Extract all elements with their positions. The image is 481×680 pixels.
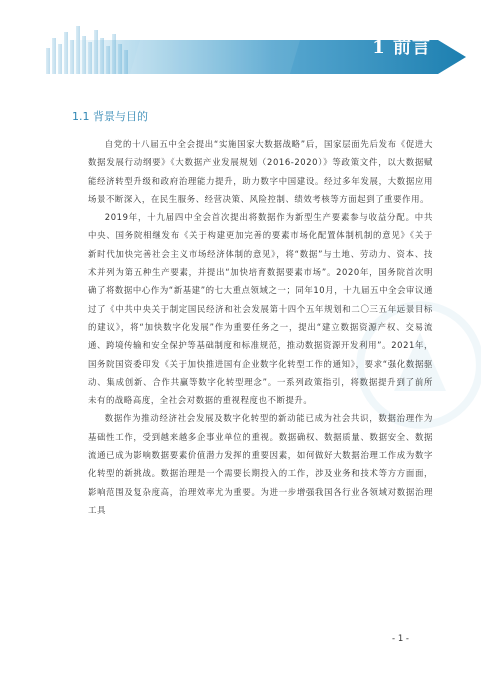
paragraph-2: 2019年，十九届四中全会首次提出将数据作为新型生产要素参与收益分配。中共中央、国务院相继发布《关于构建更加完善的要素市场化配置体制机制的意见》《关于新时代加快完善社会主义市场经济体制的意见》，将“数据”与土地、劳动力、资本、技术并列为第五种生产要素，并提出“加快培育数据要素市场”。2020年，国务院首次明确了将数据中心作为“新基建”的七大重点领域之一；同年10月，十九届五中全会审议通过了《中共中央关于制定国民经济和社会发展第十四个五年规划和二〇三五年远景目标的建议》，将“加快数字化发展”作为重要任务之一，提出“建立数据资源产权、交易流通、跨境传输和安全保护等基础制度和标准规范，推动数据资源开发利用”。2021年，国务院国资委印发《关于加快推进国有企业数字化转型工作的通知》，要求“强化数据驱动、集成创新、合作共赢等数字化转型理念”。一系列政策指引，将数据提升到了前所未有的战略高度，全社会对数据的重视程度也不断提升。	[88, 212, 433, 406]
chapter-title: 1 前言	[372, 37, 431, 58]
paragraph-3: 数据作为推动经济社会发展及数字化转型的新动能已成为社会共识，数据治理作为基础性工作，受到越来越多企事业单位的重视。数据确权、数据质量、数据安全、数据流通已成为影响数据要素价值潜力发挥的重要因素，如何做好大数据治理工作成为数字化转型的新挑战。数据治理是一个需要长期投入的工作，涉及业务和技术等方方面面，影响范围及复杂度高，治理效率尤为重要。为进一步增强我国各行业各领域对数据治理工具	[88, 413, 433, 515]
section-title: 1.1 背景与目的	[72, 110, 148, 123]
page-number: - 1 -	[392, 634, 409, 644]
body-text	[88, 135, 433, 519]
paragraph-1: 自党的十八届五中全会提出“实施国家大数据战略”后，国家层面先后发布《促进大数据发展行动纲要》《大数据产业发展规划（2016-2020）》等政策文件，以大数据赋能经济转型升级和政府治理能力提升，助力数字中国建设。经过多年发展，大数据应用场景不断深入，在民生服务、经营决策、风险控制、绩效考核等方面起到了重要作用。	[88, 139, 433, 204]
